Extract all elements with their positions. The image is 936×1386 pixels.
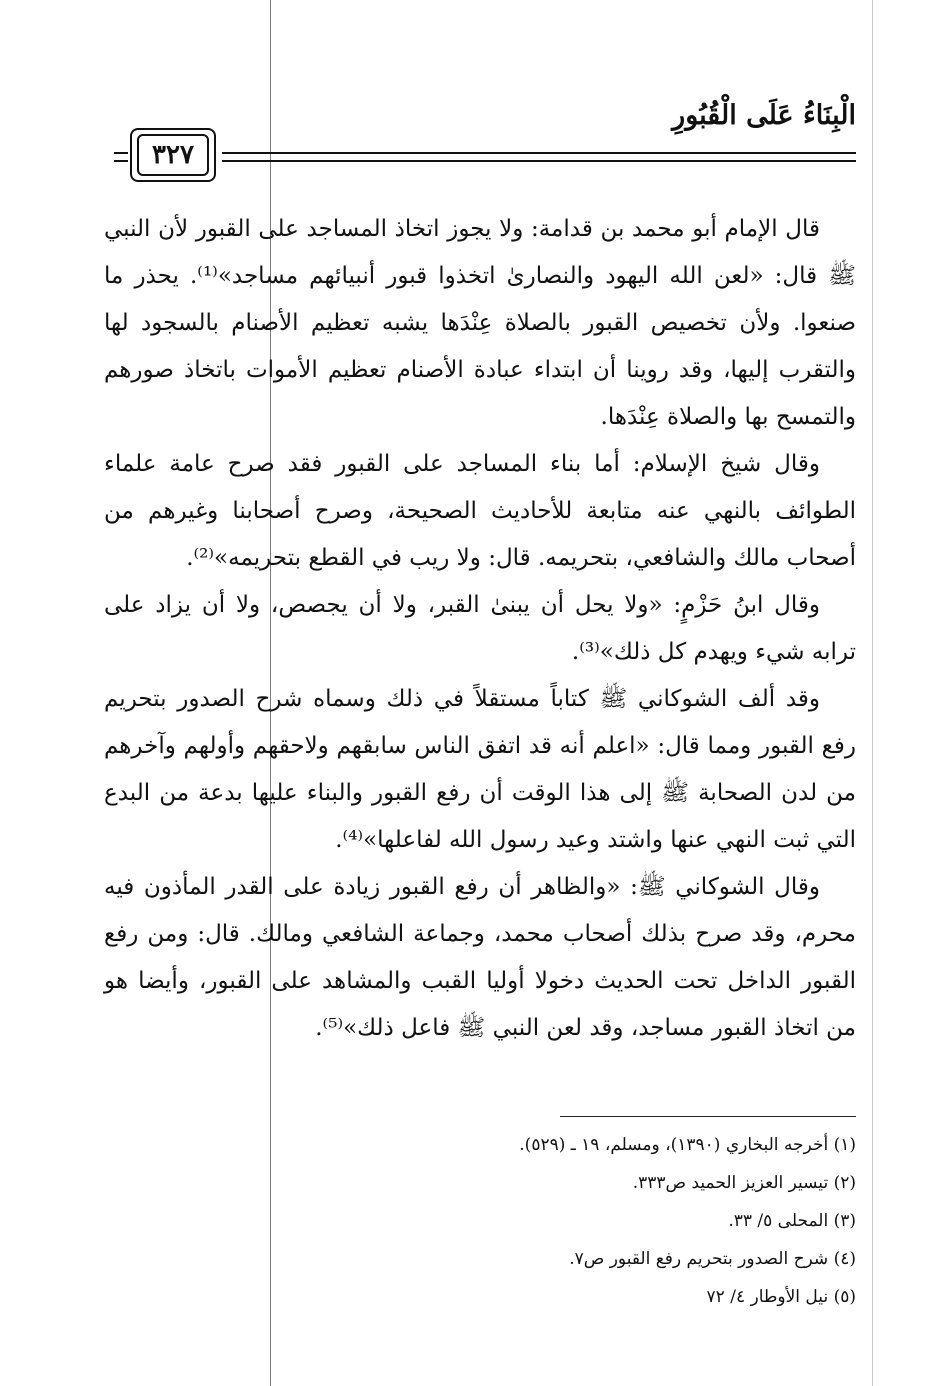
footnote-2: (٢) تيسير العزيز الحميد ص٣٣٣. xyxy=(632,1173,856,1193)
footnote-4: (٤) شرح الصدور بتحريم رفع القبور ص٧. xyxy=(569,1249,856,1269)
page-number: ٣٢٧ xyxy=(137,134,209,176)
scan-edge-line xyxy=(872,0,873,1386)
paragraph-1: قال الإمام أبو محمد بن قدامة: ولا يجوز اتخاذ المساجد على القبور لأن النبي ﷺ قال: «لعن الله اليهود والنصارىٰ اتخذوا قبور أنبيائهم مساجد»⁽¹⁾. يحذر ما صنعوا. ولأن تخصيص القبور بالصلاة عِنْدَها يشبه تعظيم الأصنام بالسجود لها والتقرب إليها، وقد روينا أن ابتداء عبادة الأصنام تعظيم الأموات باتخاذ صورهم والتمسح بها والصلاة عِنْدَها. xyxy=(104,216,856,430)
footnotes xyxy=(104,1126,856,1316)
paragraph-2: وقال شيخ الإسلام: أما بناء المساجد على القبور فقد صرح عامة علماء الطوائف بالنهي عنه متابعة للأحاديث الصحيحة، وصرح أصحابنا وغيرهم من أصحاب مالك والشافعي، بتحريمه. قال: ولا ريب في القطع بتحريمه»⁽²⁾. xyxy=(104,451,856,571)
page-number-frame xyxy=(130,128,216,182)
footnote-1: (١) أخرجه البخاري (١٣٩٠)، ومسلم، ١٩ ـ (٥٢٩). xyxy=(519,1135,856,1155)
footnote-3: (٣) المحلى ٥/ ٣٣. xyxy=(728,1211,856,1231)
header-rule-end xyxy=(114,152,128,162)
running-title: الْبِنَاءُ عَلَى الْقُبُورِ xyxy=(672,100,856,131)
paragraph-3: وقال ابنُ حَزْمٍ: «ولا يحل أن يبنىٰ القبر، ولا أن يجصص، ولا أن يزاد على ترابه شيء ويهدم كل ذلك»⁽³⁾. xyxy=(104,592,856,665)
body-text xyxy=(104,206,856,1052)
paragraph-5: وقال الشوكاني ﷺ: «والظاهر أن رفع القبور زيادة على القدر المأذون فيه محرم، وقد صرح بذلك أصحاب محمد، وجماعة الشافعي ومالك. قال: ومن رفع القبور الداخل تحت الحديث دخولا أوليا القبب والمشاهد على القبور، وأيضا هو من اتخاذ القبور مساجد، وقد لعن النبي ﷺ فاعل ذلك»⁽⁵⁾. xyxy=(104,874,856,1041)
header-rule xyxy=(222,152,856,162)
paragraph-4: وقد ألف الشوكاني ﷺ كتاباً مستقلاً في ذلك وسماه شرح الصدور بتحريم رفع القبور ومما قال: «اعلم أنه قد اتفق الناس سابقهم ولاحقهم وأولهم وآخرهم من لدن الصحابة ﷺ إلى هذا الوقت أن رفع القبور والبناء عليها بدعة من البدع التي ثبت النهي عنها واشتد وعيد رسول الله لفاعلها»⁽⁴⁾. xyxy=(104,686,856,853)
footnote-5: (٥) نيل الأوطار ٤/ ٧٢ xyxy=(706,1287,856,1307)
footnote-separator xyxy=(560,1116,856,1117)
